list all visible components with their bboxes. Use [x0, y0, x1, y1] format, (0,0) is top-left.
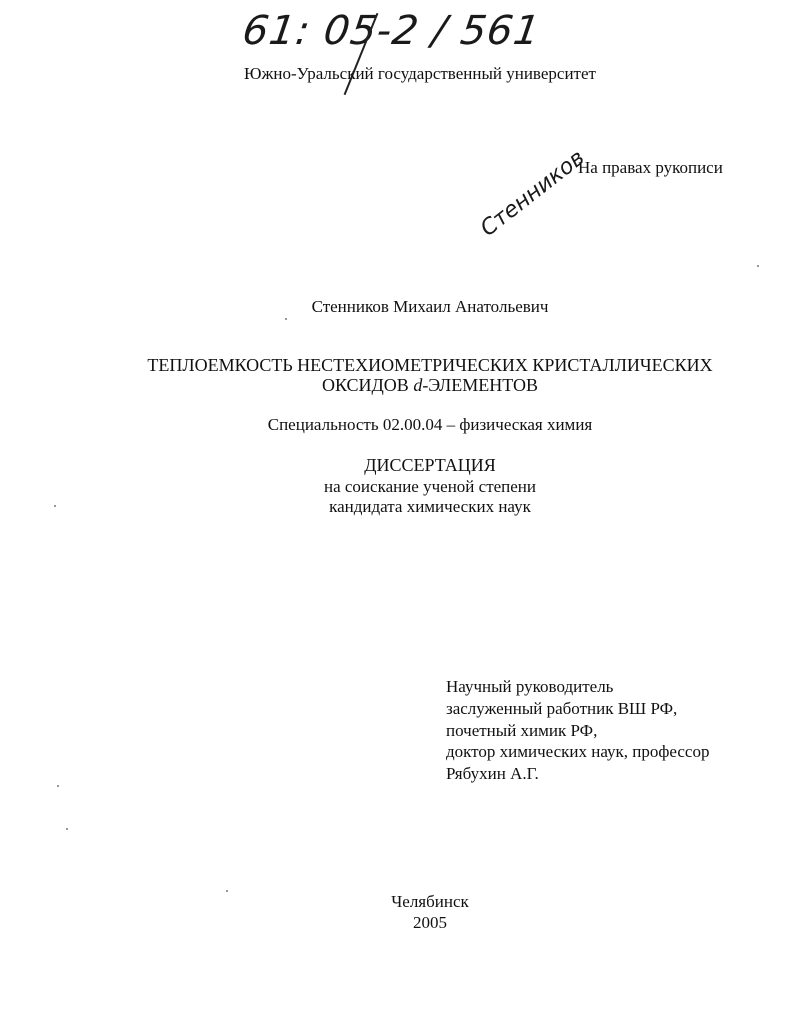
archive-number-handwritten: 61: 05-2 / 561	[239, 8, 544, 54]
supervisor-line: заслуженный работник ВШ РФ,	[446, 698, 678, 718]
title-line-2	[0, 376, 791, 396]
supervisor-line: Рябухин А.Г.	[446, 764, 539, 783]
title-line-1: ТЕПЛОЕМКОСТЬ НЕСТЕХИОМЕТРИЧЕСКИХ КРИСТАЛЛИЧЕСКИХ	[147, 355, 713, 375]
scan-speck	[66, 828, 68, 830]
scan-speck	[54, 505, 56, 507]
supervisor-line: Научный руководитель	[446, 677, 614, 696]
scan-speck	[285, 318, 287, 320]
document-type: ДИССЕРТАЦИЯ	[364, 455, 496, 475]
manuscript-rights-note: На правах рукописи	[578, 158, 723, 177]
dissertation-title	[0, 356, 791, 396]
scan-speck	[57, 785, 59, 787]
supervisor-block	[446, 676, 709, 785]
scan-speck	[757, 265, 759, 267]
author-signature: Стенников	[476, 145, 590, 242]
title-line-2-prefix: ОКСИДОВ	[321, 374, 414, 395]
year: 2005	[413, 913, 447, 932]
author-name: Стенников Михаил Анатольевич	[311, 297, 549, 316]
title-line-2-italic: d	[413, 374, 423, 395]
title-line-2-suffix: -ЭЛЕМЕНТОВ	[422, 374, 539, 395]
scan-speck	[226, 890, 228, 892]
supervisor-line: почетный химик РФ,	[446, 720, 598, 740]
specialty: Специальность 02.00.04 – физическая химия	[267, 415, 593, 434]
degree-line-2: кандидата химических наук	[329, 497, 531, 516]
degree-line-1: на соискание ученой степени	[323, 477, 537, 496]
supervisor-line: доктор химических наук, профессор	[446, 742, 710, 762]
city: Челябинск	[391, 892, 469, 911]
university-name: Южно-Уральский государственный университет	[244, 64, 596, 83]
